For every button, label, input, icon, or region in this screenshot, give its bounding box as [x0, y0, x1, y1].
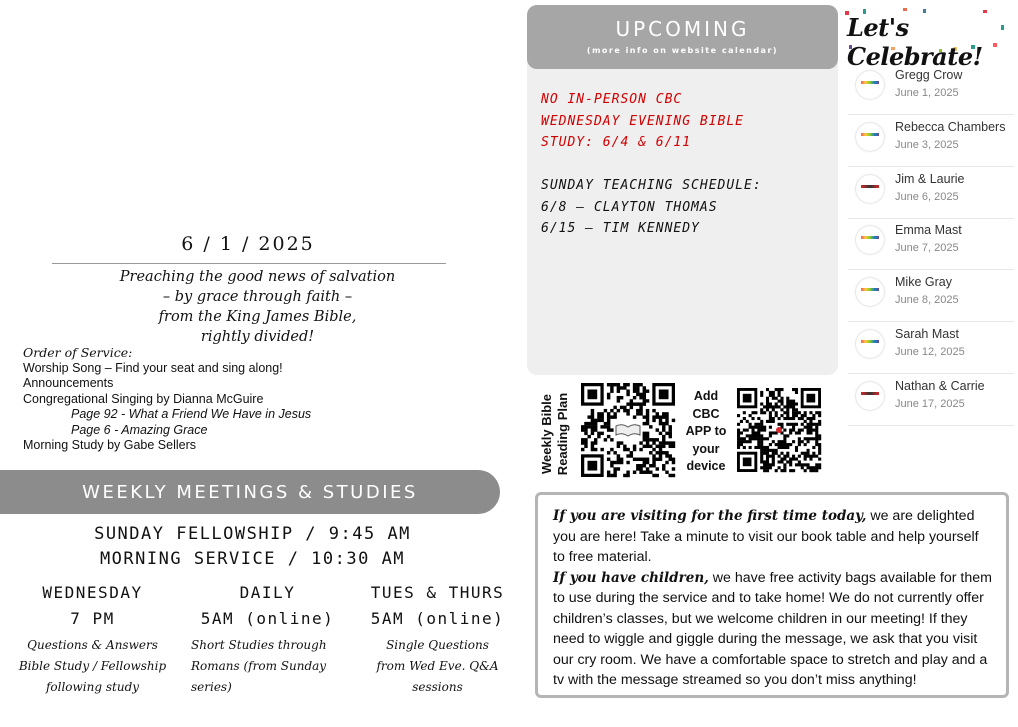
tagline-line: Preaching the good news of salvation: [119, 269, 396, 285]
notice-line: WEDNESDAY EVENING BIBLE: [541, 113, 745, 129]
children-lead: If you have children,: [553, 569, 709, 586]
celebrate-title: Let's Celebrate!: [847, 13, 983, 71]
celebration-name: Jim & Laurie: [895, 171, 965, 186]
meeting-description: Short Studies through Romans (from Sunday series): [191, 638, 327, 694]
date-divider: [52, 263, 446, 264]
meeting-tues-thurs: [355, 580, 520, 698]
upcoming-subtitle: (more info on website calendar): [586, 46, 779, 55]
celebration-name: Rebecca Chambers: [895, 119, 1006, 134]
celebration-date: June 3, 2025: [895, 138, 959, 151]
meeting-day: TUES & THURS: [370, 583, 505, 602]
order-heading: Order of Service:: [23, 345, 133, 360]
meeting-time: 7 PM: [70, 609, 115, 628]
order-of-service: [23, 345, 483, 454]
celebration-date: June 1, 2025: [895, 87, 959, 99]
upcoming-title: UPCOMING: [615, 17, 750, 41]
celebration-date: June 12, 2025: [895, 346, 965, 358]
celebration-item[interactable]: [848, 166, 1014, 219]
celebration-date: June 7, 2025: [895, 242, 959, 255]
tagline-line: from the King James Bible,: [158, 309, 357, 325]
church-app-qr-code[interactable]: [734, 385, 826, 475]
notice-line: STUDY: 6/4 & 6/11: [541, 135, 692, 150]
birthday-icon: [856, 226, 884, 254]
morning-service: MORNING SERVICE / 10:30 AM: [99, 549, 406, 569]
teaching-heading: SUNDAY TEACHING SCHEDULE:: [541, 178, 762, 193]
meeting-time: 5AM (online): [200, 609, 335, 628]
notice-line: NO IN-PERSON CBC: [541, 92, 683, 107]
celebration-date: June 17, 2025: [895, 397, 965, 410]
visitor-welcome-box: [535, 492, 1009, 698]
visitor-lead: If you are visiting for the first time today,: [553, 508, 867, 524]
weekly-meetings-banner: WEEKLY MEETINGS & STUDIES: [0, 470, 500, 514]
upcoming-body: [541, 89, 831, 240]
teaching-line: 6/8 – CLAYTON THOMAS: [541, 199, 718, 215]
celebration-name: Sarah Mast: [895, 327, 959, 341]
reading-plan-label: Weekly Bible Reading Plan: [539, 392, 570, 476]
celebration-name: Mike Gray: [895, 275, 952, 290]
anniversary-icon: [856, 382, 884, 410]
children-text: we have free activity bags available for them to use during the service and to take home! We do not currently offer children’s classes, but we welcome children in our meeting! If they need to wiggle and giggle during the message, we ask that you visit our cry room. We have a comfortable space to stretch and play and a tv with the message streamed so you don’t miss anything!: [553, 569, 992, 688]
order-item: Congregational Singing by Dianna McGuire: [23, 391, 264, 406]
visitor-text: we are delighted you are here! Take a minute to visit our book table and help yourself to free material.: [553, 508, 979, 565]
birthday-icon: [856, 330, 884, 358]
bulletin-date: 6 / 1 / 2025: [181, 233, 315, 255]
celebration-name: Nathan & Carrie: [895, 378, 985, 393]
celebration-name: Emma Mast: [895, 223, 962, 238]
meeting-time: 5AM (online): [370, 609, 505, 628]
celebration-item[interactable]: [848, 321, 1014, 374]
celebration-name: Gregg Crow: [895, 68, 963, 82]
order-item: Morning Study by Gabe Sellers: [23, 438, 197, 452]
tagline-line: rightly divided!: [200, 329, 315, 345]
birthday-icon: [856, 71, 884, 99]
birthday-icon: [856, 278, 884, 306]
meeting-day: DAILY: [239, 583, 296, 602]
celebration-item[interactable]: [848, 62, 1014, 115]
anniversary-icon: [856, 175, 884, 203]
celebration-date: June 6, 2025: [895, 190, 959, 203]
order-item: Announcements: [23, 376, 114, 390]
celebration-item[interactable]: [848, 217, 1014, 270]
add-app-label: Add CBC APP to your device: [685, 389, 727, 473]
lets-celebrate-banner: [843, 7, 1009, 71]
church-tagline: [80, 267, 435, 347]
meeting-description: Questions & Answers Bible Study / Fellowship following study: [18, 638, 167, 694]
song-item: Page 6 - Amazing Grace: [71, 422, 208, 437]
order-item: Worship Song – Find your seat and sing along!: [23, 360, 283, 375]
song-item: Page 92 - What a Friend We Have in Jesus: [71, 407, 312, 421]
meeting-daily: [185, 580, 350, 698]
celebration-item[interactable]: [848, 373, 1014, 426]
birthday-icon: [856, 123, 884, 151]
meeting-wednesday: [10, 580, 175, 698]
celebration-item[interactable]: [848, 269, 1014, 322]
sunday-fellowship: SUNDAY FELLOWSHIP / 9:45 AM: [94, 524, 411, 544]
teaching-line: 6/15 – TIM KENNEDY: [541, 221, 700, 236]
celebration-item[interactable]: [848, 114, 1014, 167]
sunday-schedule: [0, 522, 505, 572]
tagline-line: – by grace through faith –: [162, 289, 353, 305]
meeting-description: Single Questions from Wed Eve. Q&A sessions: [376, 638, 499, 694]
meeting-day: WEDNESDAY: [42, 583, 143, 602]
reading-plan-qr-code[interactable]: [578, 380, 682, 480]
celebration-date: June 8, 2025: [895, 294, 959, 307]
